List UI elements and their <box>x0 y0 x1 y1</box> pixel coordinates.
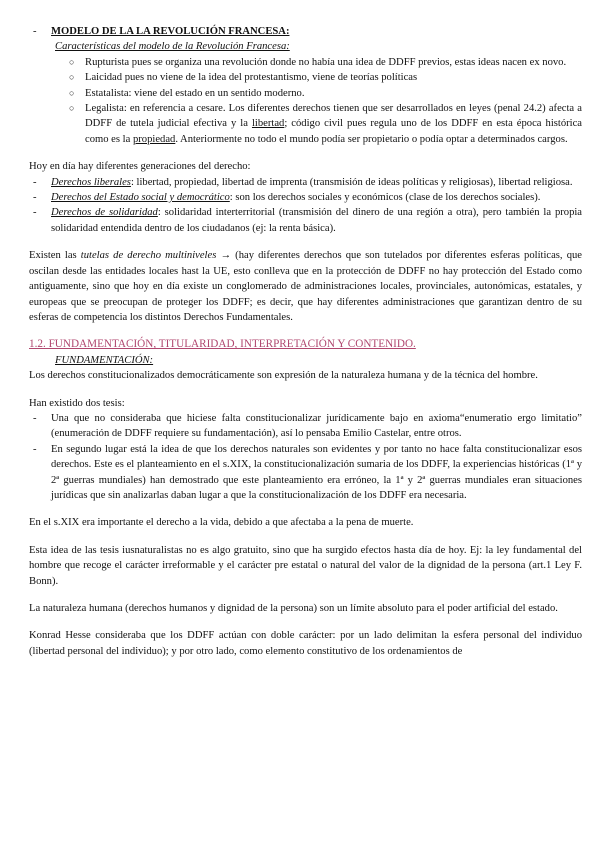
bullet-text <box>51 175 582 190</box>
bullet-text: Una que no consideraba que hiciese falta constitucionalizar jurídicamente bajo en axioma“enumeratio ergo limitatio” (enumeración de DDFF requiere su fundamentación), así lo pensaba Emilio Castelar, entre otros. <box>51 412 582 440</box>
bullet-text <box>51 190 582 205</box>
section-subtitle: Características del modelo de la Revolución Francesa: <box>55 41 290 53</box>
paragraph: Los derechos constitucionalizados democráticamente son expresión de la naturaleza humana y de la técnica del hombre. <box>29 370 538 382</box>
bullet-text: Laicidad pues no viene de la idea del protestantismo, viene de teorías políticas <box>85 72 418 84</box>
underlined-term: libertad <box>251 118 285 130</box>
generations-intro: Hoy en día hay diferentes generaciones del derecho: <box>29 161 251 173</box>
underlined-term: propiedad <box>132 133 176 145</box>
dash-bullet: - <box>33 443 37 455</box>
circle-bullet-icon: ○ <box>69 72 75 83</box>
generation-term: Derechos del Estado social y democrático <box>51 192 230 204</box>
paragraph: La naturaleza humana (derechos humanos y dignidad de la persona) son un límite absoluto para el poder artificial del estado. <box>29 603 558 614</box>
bullet-text: Rupturista pues se organiza una revolución donde no había una idea de DDFF previos, estas ideas nacen ex novo. <box>85 56 567 68</box>
text-run: ; código civil pues regula uno de los DDFF en esta época histórica como es la <box>85 118 582 145</box>
list-item <box>29 205 582 236</box>
section-subheading: FUNDAMENTACIÓN: <box>55 354 154 366</box>
list-item <box>69 70 582 85</box>
text-run: Legalista: en referencia a cesare. Los diferentes derechos tienen que ser desarrollados en leyes (penal 24.2) afecta a DDFF de tutela judicial efectiva y la <box>85 103 582 130</box>
circle-bullet-icon: ○ <box>69 103 75 114</box>
bullet-text <box>51 205 582 236</box>
list-item <box>69 101 582 147</box>
paragraph: Konrad Hesse consideraba que los DDFF actúan con doble carácter: por un lado delimitan la esfera personal del individuo (libertad personal del individuo); y por otro lado, como elemento constitutivo de los ordenamientos de <box>29 630 582 657</box>
circle-bullet-icon: ○ <box>69 56 75 67</box>
list-item <box>29 442 582 504</box>
list-item <box>69 86 582 101</box>
list-item <box>69 55 582 70</box>
dash-bullet: - <box>33 207 37 219</box>
text-run: : son los derechos sociales y económicos (clase de los derechos sociales). <box>229 192 541 204</box>
italic-term: tutelas de derecho multiniveles <box>80 250 217 262</box>
text-run: : solidaridad interterritorial (transmisión del dinero de una región a otra), pero también la propia solidaridad entendida dentro de los ciudadanos (ej: la renta básica). <box>51 207 583 234</box>
generation-term: Derechos de solidaridad <box>51 207 158 219</box>
multilevel-paragraph <box>29 248 582 325</box>
dash-bullet: - <box>33 412 37 424</box>
dash-bullet: - <box>33 26 37 37</box>
circle-bullet-icon: ○ <box>69 87 75 98</box>
text-run: Existen las <box>29 250 81 262</box>
bullet-text <box>85 101 582 147</box>
bullet-text: En segundo lugar está la idea de que los derechos naturales son evidentes y por tanto no hace falta constitucionalizar esos derechos. Este es el planteamiento en el s.XIX, la constitucionalización sumaria de los DDFF, la experiencias históricas (1ª y 2ª guerras mundiales) han demostrado que este planteamiento era erróneo, la 1ª y 2ª guerras mundiales eran situaciones jurídicas que sin analizarlas daban lugar a que la constitucionalización de los DDFF era necesaria. <box>51 443 582 501</box>
dash-bullet: - <box>33 176 37 188</box>
dash-bullet: - <box>33 192 37 204</box>
bullet-text: Estatalista: viene del estado en un sentido moderno. <box>85 87 305 99</box>
paragraph: Esta idea de las tesis iusnaturalistas no es algo gratuito, sino que ha surgido efectos hasta día de hoy. Ej: la ley fundamental del hombre que recoge el carácter irreformable y el carácter pre estatal o natural del valor de la dignidad de la persona (art.1 Ley F. Bonn). <box>29 544 582 587</box>
list-item <box>29 411 582 442</box>
list-item <box>29 175 582 190</box>
paragraph: En el s.XIX era importante el derecho a la vida, debido a que afectaba a la pena de muerte. <box>29 517 414 529</box>
text-run: : libertad, propiedad, libertad de imprenta (transmisión de ideas políticas y religiosas), libertad religiosa. <box>130 176 573 188</box>
section-heading: 1.2. FUNDAMENTACIÓN, TITULARIDAD, INTERPRETACIÓN Y CONTENIDO. <box>29 338 416 351</box>
list-item <box>29 190 582 205</box>
text-run: → (hay diferentes derechos que son tutelados por diferentes esferas políticas, que oscilan desde las entidades locales hast la UE, esto conlleva que en la protección de DDFF no hay protección del Estado como antiguamente, sino que hoy en día existe un conglomerado de administraciones locales, provinciales, autonómicas, estatales, y europeas que se preocupan de proteger los DDFF; es decir, que hay diferentes administraciones que garantizan dentro de su esferas de competencia los distintos Derechos Fundamentales. <box>29 250 582 323</box>
section-title: MODELO DE LA LA REVOLUCIÓN FRANCESA: <box>51 26 290 37</box>
section-title-row <box>29 24 582 39</box>
text-run: . Anteriormente no todo el mundo podía ser propietario o podía optar a determinados cargos. <box>175 133 568 145</box>
generation-term: Derechos liberales <box>51 176 131 188</box>
paragraph: Han existido dos tesis: <box>29 397 125 409</box>
